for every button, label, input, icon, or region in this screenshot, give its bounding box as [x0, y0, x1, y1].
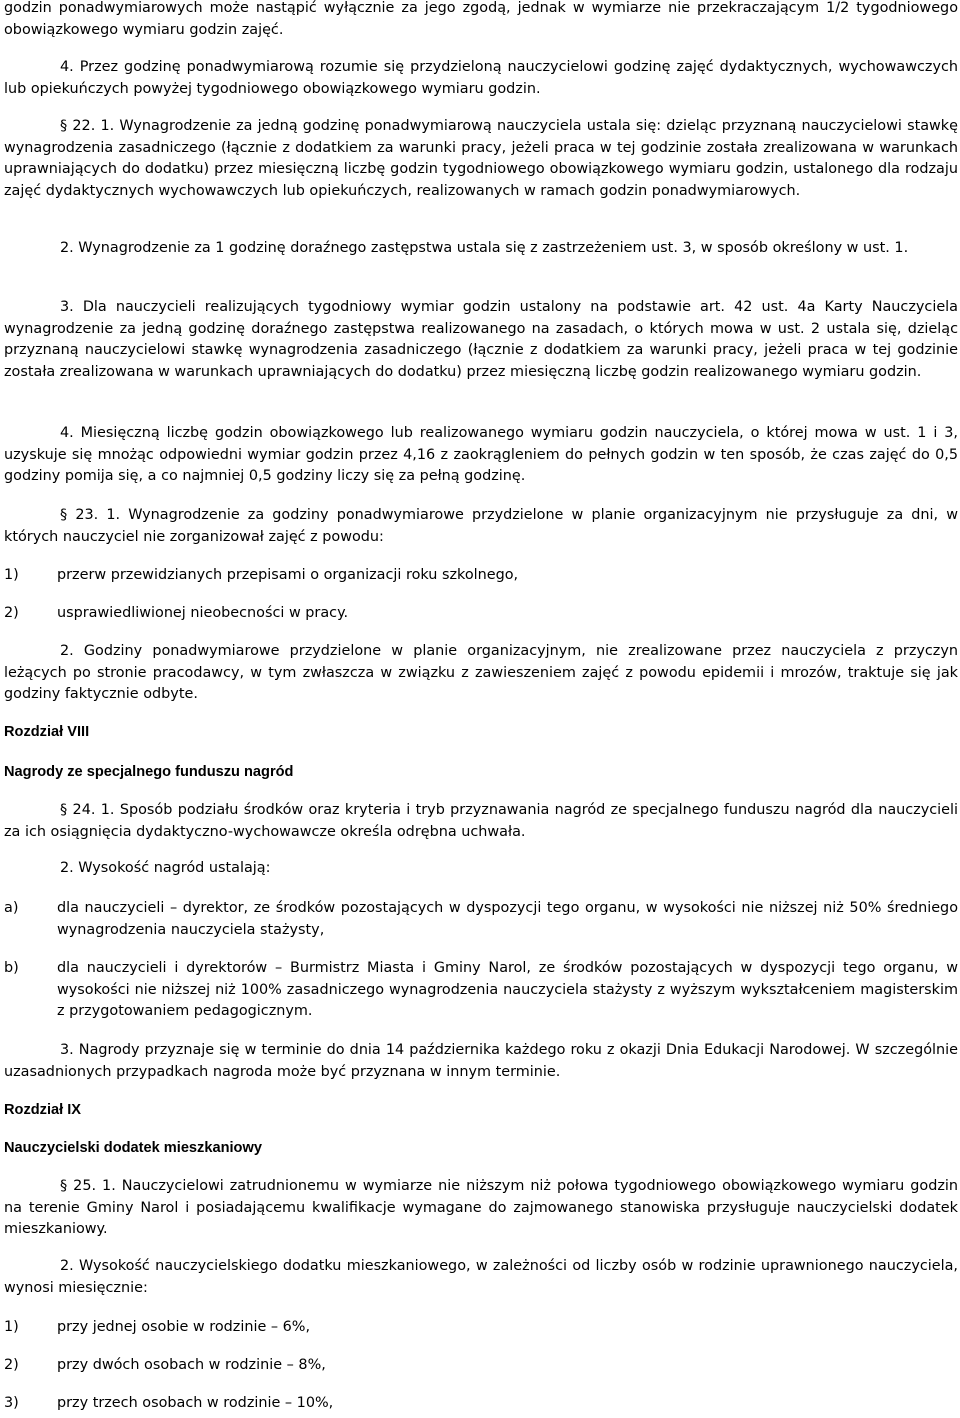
paragraph-section-25-1: § 25. 1. Nauczycielowi zatrudnionemu w wymiarze nie niższym niż połowa tygodniowego obowiązkowego wymiaru godzin na terenie Gminy Narol i posiadającemu kwalifikacje wymagane do zajmowanego stanowiska przysługuje nauczycielski dodatek mieszkaniowy. [4, 1178, 958, 1237]
list-item: 2) przy dwóch osobach w rodzinie – 8%, [4, 1357, 326, 1373]
chapter-heading: Rozdział IX [4, 1102, 82, 1118]
paragraph-section-23-1: § 23. 1. Wynagrodzenie za godziny ponadwymiarowe przydzielone w planie organizacyjnym nie przysługuje za dni, w których nauczyciel nie zorganizował zajęć z powodu: [4, 507, 958, 545]
paragraph-section-22-1: § 22. 1. Wynagrodzenie za jedną godzinę ponadwymiarową nauczyciela ustala się: dzieląc przyznaną nauczycielowi stawkę wynagrodzenia zasadniczego (łącznie z dodatkiem za warunki pracy, jeżeli praca w tej godzinie została zrealizowana w warunkach uprawniających do dodatku) przez miesięczną liczbę godzin tygodniowego obowiązkowego wymiaru godzin, ustalonego dla rodzaju zajęć dydaktycznych wychowawczych lub opiekuńczych, realizowanych w ramach godzin ponadwymiarowych. [4, 118, 958, 199]
list-item: 1) przerw przewidzianych przepisami o organizacji roku szkolnego, [4, 567, 519, 583]
paragraph-section-22-2: 2. Wynagrodzenie za 1 godzinę doraźnego zastępstwa ustala się z zastrzeżeniem ust. 3, w sposób określony w ust. 1. [60, 240, 909, 256]
paragraph-section-23-2: 2. Godziny ponadwymiarowe przydzielone w planie organizacyjnym, nie zrealizowane przez nauczyciela z przyczyn leżących po stronie pracodawcy, w tym zwłaszcza w związku z zawieszeniem zajęć z powodu epidemii i mrozów, traktuje się jak godziny faktycznie odbyte. [4, 643, 958, 702]
list-item: b) dla nauczycieli i dyrektorów – Burmistrz Miasta i Gminy Narol, ze środków pozostających w dyspozycji tego organu, w wysokości nie niższej niż 100% zasadniczego wynagrodzenia nauczyciela stażysty z wyższym wykształceniem magisterskim z przygotowaniem pedagogicznym. [4, 960, 958, 1019]
paragraph-continuation: godzin ponadwymiarowych może nastąpić wyłącznie za jego zgodą, jednak w wymiarze nie przekraczającym 1/2 tygodniowego obowiązkowego wymiaru godzin zajęć. [4, 0, 958, 38]
paragraph-section-25-2: 2. Wysokość nauczycielskiego dodatku mieszkaniowego, w zależności od liczby osób w rodzinie uprawnionego nauczyciela, wynosi miesięcznie: [4, 1258, 958, 1296]
paragraph-section-24-3: 3. Nagrody przyznaje się w terminie do dnia 14 października każdego roku z okazji Dnia Edukacji Narodowej. W szczególnie uzasadnionych przypadkach nagroda może być przyznana w innym terminie. [4, 1042, 958, 1080]
chapter-title: Nauczycielski dodatek mieszkaniowy [4, 1140, 262, 1156]
list-item: a) dla nauczycieli – dyrektor, ze środków pozostających w dyspozycji tego organu, w wysokości nie niższej niż 50% średniego wynagrodzenia nauczyciela stażysty, [4, 900, 958, 938]
paragraph-overtime-definition: 4. Przez godzinę ponadwymiarową rozumie się przydzieloną nauczycielowi godzinę zajęć dydaktycznych, wychowawczych lub opiekuńczych powyżej tygodniowego obowiązkowego wymiaru godzin. [4, 59, 958, 97]
paragraph-section-22-4: 4. Miesięczną liczbę godzin obowiązkowego lub realizowanego wymiaru godzin nauczyciela, o której mowa w ust. 1 i 3, uzyskuje się mnożąc odpowiedni wymiar godzin przez 4,16 z zaokrągleniem do pełnych godzin w ten sposób, że czas zajęć do 0,5 godziny pomija się, a co najmniej 0,5 godziny liczy się za pełną godzinę. [4, 425, 958, 484]
chapter-title: Nagrody ze specjalnego funduszu nagród [4, 764, 294, 780]
paragraph-section-24-2: 2. Wysokość nagród ustalają: [60, 860, 271, 876]
list-item: 1) przy jednej osobie w rodzinie – 6%, [4, 1319, 311, 1335]
list-item: 2) usprawiedliwionej nieobecności w pracy. [4, 605, 349, 621]
paragraph-section-24-1: § 24. 1. Sposób podziału środków oraz kryteria i tryb przyznawania nagród ze specjalnego funduszu nagród dla nauczycieli za ich osiągnięcia dydaktyczno-wychowawcze określa odrębna uchwała. [4, 802, 958, 840]
list-item: 3) przy trzech osobach w rodzinie – 10%, [4, 1395, 334, 1411]
paragraph-section-22-3: 3. Dla nauczycieli realizujących tygodniowy wymiar godzin ustalony na podstawie art. 42 ust. 4a Karty Nauczyciela wynagrodzenie za jedną godzinę doraźnego zastępstwa realizowanego na zasadach, o których mowa w ust. 2 ustala się, dzieląc przyznaną nauczycielowi stawkę wynagrodzenia zasadniczego (łącznie z dodatkiem za warunki pracy, jeżeli praca w tej godzinie została zrealizowana w warunkach uprawniających do dodatku) przez miesięczną liczbę godzin realizowanego wymiaru godzin. [4, 299, 958, 380]
chapter-heading: Rozdział VIII [4, 724, 90, 740]
